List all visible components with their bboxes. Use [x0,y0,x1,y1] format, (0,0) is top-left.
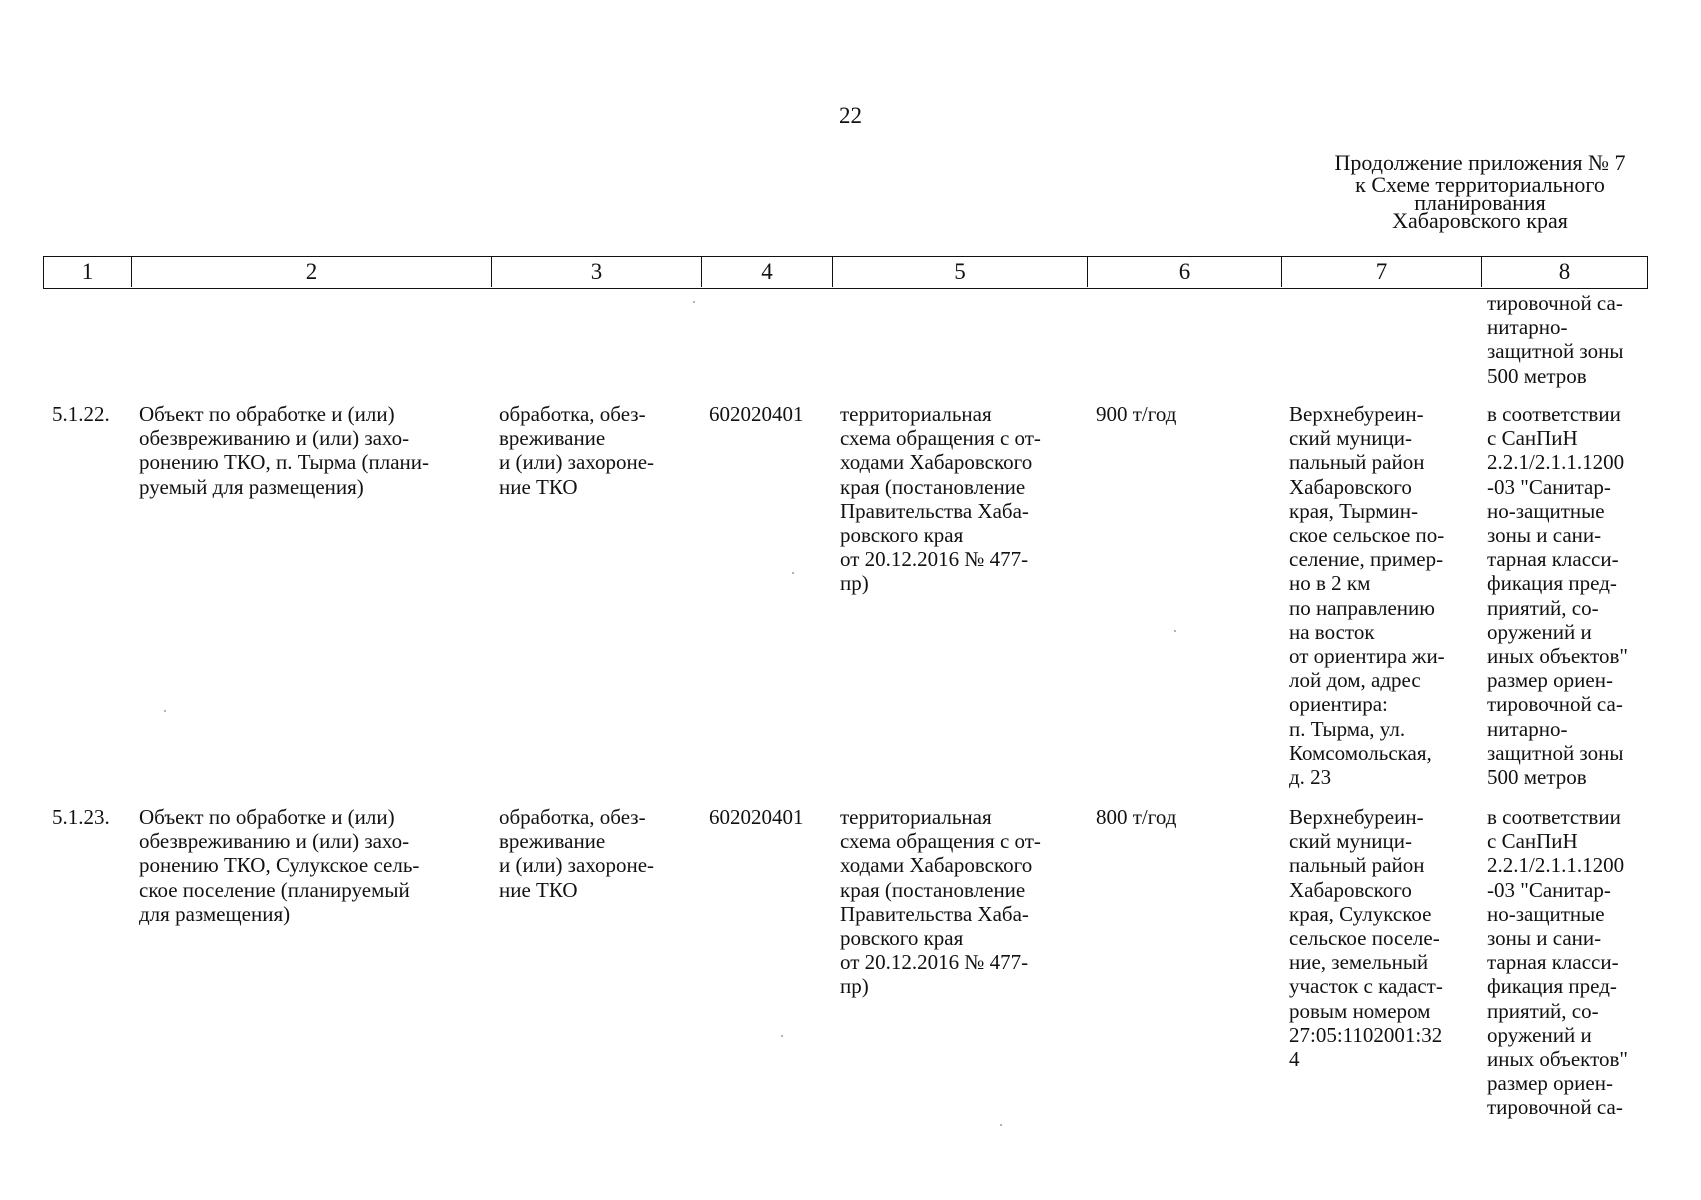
text-line: от ориентира жи- [1289,644,1445,669]
text-line: Объект по обработке и (или) [139,402,395,426]
text-line: ское сельское по- [1289,523,1445,548]
text-line: ние, земельный [1289,950,1429,975]
text-line: от 20.12.2016 № 477- [840,547,1029,572]
table-header-row [43,256,1648,289]
scan-speck [164,710,166,712]
text-line: приятий, со- [1487,595,1599,620]
text-line: пр) [840,974,869,999]
text-line: края, Сулукское [1289,901,1432,926]
text-line: участок с кадаст- [1289,974,1443,999]
page-number: 22 [839,103,862,128]
text-line: -03 "Санитар- [1487,474,1611,499]
annex-line: Хабаровского края [1392,208,1568,233]
text-line: ский муници- [1289,829,1412,854]
text-line: края (постановление [840,474,1026,499]
text-line: тировочной са- [1487,1095,1623,1120]
column-number-8: 8 [1481,257,1647,287]
text-line: фикация пред- [1487,571,1617,596]
text-line: обезвреживанию и (или) захо- [139,426,410,451]
column-number-5: 5 [832,257,1087,287]
annex-line: к Схеме территориального [1355,172,1605,197]
text-line: фикация пред- [1487,974,1617,999]
text-line: оружений и [1487,1022,1592,1047]
text-line: тарная класси- [1487,547,1619,572]
text-line: зоны и сани- [1487,523,1602,548]
text-line: ровым номером [1289,998,1431,1023]
text-line: Верхнебуреин- [1289,402,1424,426]
text-line: иных объектов" [1487,1047,1628,1072]
text-line: с СанПиН [1487,426,1578,451]
text-line: от 20.12.2016 № 477- [840,950,1029,975]
text-line: ориентира: [1289,692,1388,717]
annex-line: Продолжение приложения № 7 [1334,150,1626,175]
scan-speck [693,301,695,303]
annex-caption [1300,152,1660,232]
basis-cell [840,805,1041,999]
text-line: Правительства Хаба- [840,498,1029,523]
row-number: 5.1.23. [52,805,110,829]
text-line: обезвреживанию и (или) захо- [139,829,410,854]
capacity-cell: 900 т/год [1096,402,1177,426]
text-line: ние ТКО [499,474,578,499]
column-number-2: 2 [131,257,491,287]
text-line: -03 "Санитар- [1487,877,1611,902]
text-line: и (или) захороне- [499,450,655,475]
text-line: руемый для размещения) [139,474,364,499]
text-line: 2.2.1/2.1.1.1200 [1487,450,1625,475]
text-line: ровского края [840,523,964,548]
object-name-cell [139,402,429,499]
text-line: для размещения) [139,901,291,926]
text-line: Правительства Хаба- [840,901,1029,926]
text-line: размер ориен- [1487,1071,1613,1096]
location-cell [1289,402,1445,789]
column-number-4: 4 [701,257,832,287]
text-line: Комсомольская, [1289,740,1432,765]
text-line: на восток [1289,619,1375,644]
text-line: иных объектов" [1487,644,1628,669]
text-line: нитарно- [1487,716,1568,741]
text-line: вреживание [499,426,606,451]
column-number-3: 3 [491,257,701,287]
capacity-cell: 800 т/год [1096,805,1177,829]
text-line: 500 метров [1487,363,1587,388]
scan-speck [792,572,794,574]
text-line: ходами Хабаровского [840,450,1033,475]
text-line: 27:05:1102001:32 [1289,1022,1443,1047]
text-line: приятий, со- [1487,998,1599,1023]
annex-line: планирования [1414,190,1546,215]
text-line: Объект по обработке и (или) [139,805,395,829]
text-line: тарная класси- [1487,950,1619,975]
text-line: и (или) захороне- [499,853,655,878]
text-line: тировочной са- [1487,692,1623,717]
text-line: края, Тырмин- [1289,498,1419,523]
text-line: ский муници- [1289,426,1412,451]
text-line: в соответствии [1487,805,1621,829]
text-line: нитарно- [1487,315,1568,340]
text-line: лой дом, адрес [1289,668,1421,693]
text-line: но-защитные [1487,901,1605,926]
text-line: обработка, обез- [499,402,646,426]
text-line: селение, пример- [1289,547,1444,572]
text-line: по направлению [1289,595,1435,620]
text-line: края (постановление [840,877,1026,902]
column-number-7: 7 [1281,257,1481,287]
text-line: оружений и [1487,619,1592,644]
scan-speck [781,1035,783,1037]
text-line: ское поселение (планируемый [139,877,410,902]
text-line: пр) [840,571,869,596]
sanitary-zone-cell [1487,402,1628,789]
carryover-cell [1487,291,1623,388]
code-cell: 602020401 [709,805,804,829]
text-line: ронению ТКО, п. Тырма (плани- [139,450,429,475]
purpose-cell [499,402,654,499]
text-line: пальный район [1289,450,1425,475]
location-cell [1289,805,1443,1071]
text-line: в соответствии [1487,402,1621,426]
object-name-cell [139,805,419,926]
text-line: 2.2.1/2.1.1.1200 [1487,853,1625,878]
sanitary-zone-cell [1487,805,1628,1120]
column-number-1: 1 [81,259,94,284]
code-cell: 602020401 [709,402,804,426]
text-line: пальный район [1289,853,1425,878]
text-line: зоны и сани- [1487,926,1602,951]
text-line: 500 метров [1487,765,1587,790]
text-line: сельское поселе- [1289,926,1440,951]
text-line: территориальная [840,402,992,426]
column-number-6: 6 [1087,257,1281,287]
scan-speck [1174,630,1176,632]
text-line: схема обращения с от- [840,829,1041,854]
text-line: Хабаровского [1289,474,1412,499]
text-line: защитной зоны [1487,740,1624,765]
text-line: ние ТКО [499,877,578,902]
text-line: с СанПиН [1487,829,1578,854]
text-line: вреживание [499,829,606,854]
text-line: ходами Хабаровского [840,853,1033,878]
row-number: 5.1.22. [52,402,110,426]
text-line: схема обращения с от- [840,426,1041,451]
text-line: 4 [1289,1047,1300,1072]
text-line: территориальная [840,805,992,829]
text-line: но в 2 км [1289,571,1371,596]
text-line: Верхнебуреин- [1289,805,1424,829]
scan-speck [1000,1124,1002,1126]
text-line: ровского края [840,926,964,951]
text-line: д. 23 [1289,765,1332,790]
purpose-cell [499,805,654,902]
text-line: ронению ТКО, Сулукское сель- [139,853,420,878]
text-line: но-защитные [1487,498,1605,523]
basis-cell [840,402,1041,596]
text-line: п. Тырма, ул. [1289,716,1406,741]
text-line: Хабаровского [1289,877,1412,902]
text-line: обработка, обез- [499,805,646,829]
text-line: размер ориен- [1487,668,1613,693]
text-line: защитной зоны [1487,339,1624,364]
text-line: тировочной са- [1487,291,1623,315]
